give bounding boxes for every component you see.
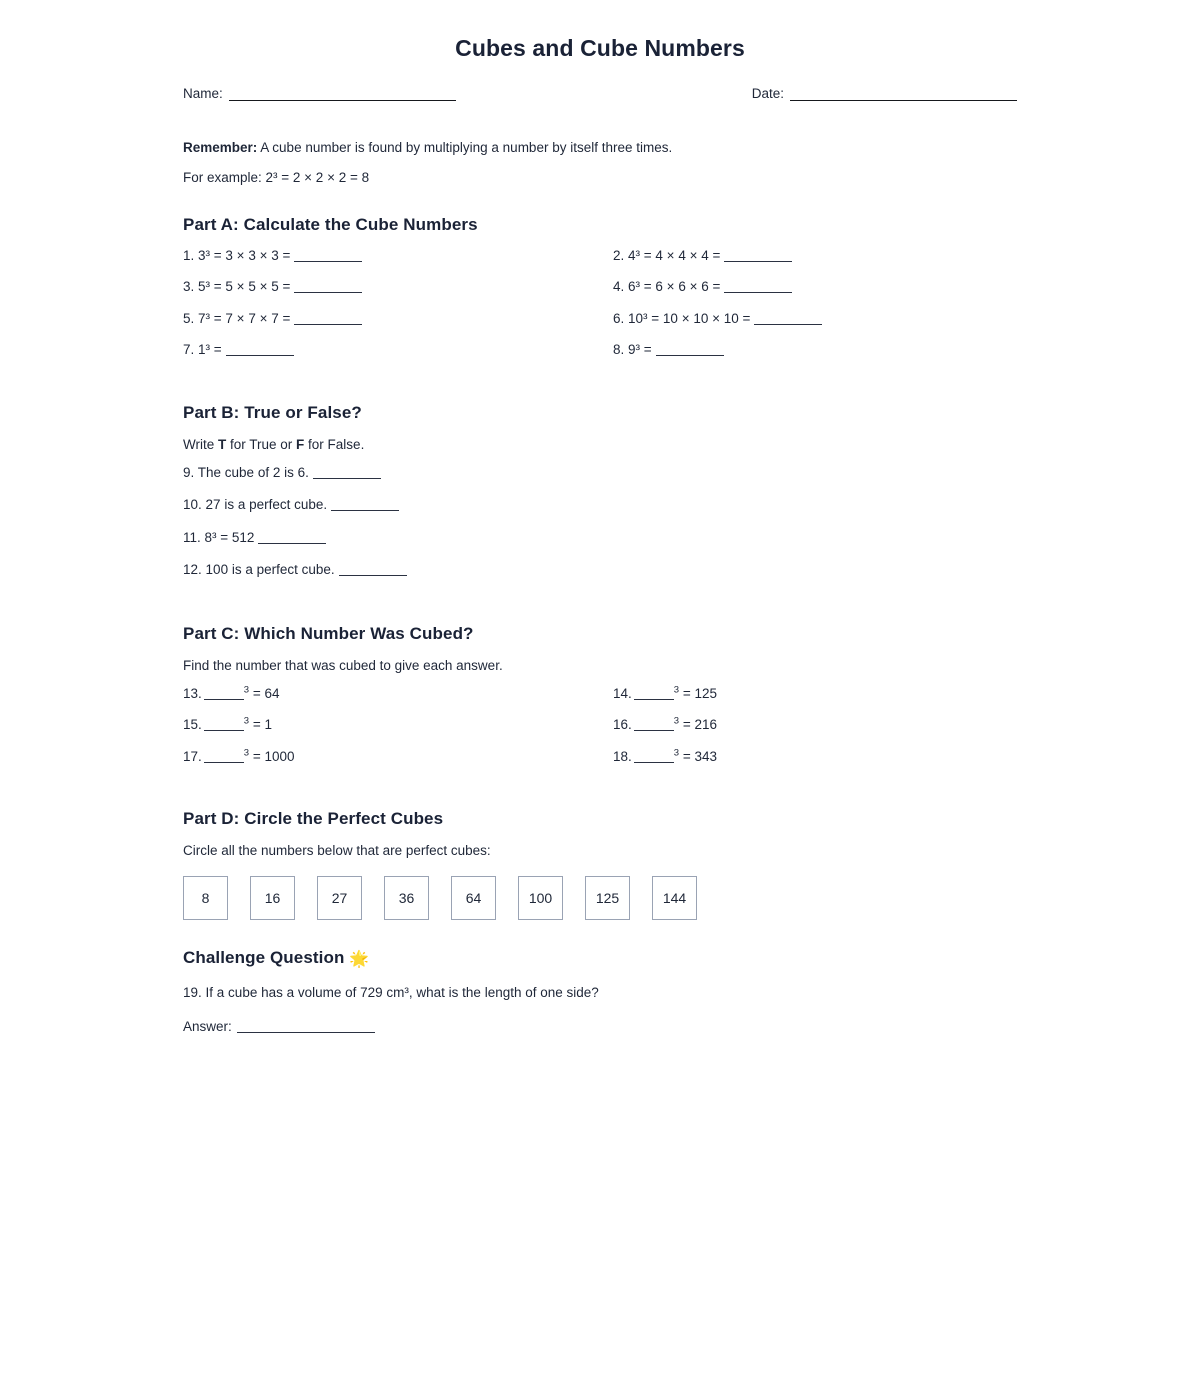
instruction-post: for False. xyxy=(304,436,365,452)
question-number: 7. xyxy=(183,342,195,358)
answer-blank[interactable] xyxy=(634,719,674,731)
question-item xyxy=(613,715,1017,750)
number-box[interactable]: 8 xyxy=(183,876,228,920)
question-text: If a cube has a volume of 729 cm³, what is the length of one side? xyxy=(205,985,599,1001)
number-box[interactable]: 100 xyxy=(518,876,563,920)
part-a-heading: Part A: Calculate the Cube Numbers xyxy=(183,214,478,234)
answer-blank[interactable] xyxy=(313,467,381,479)
question-item xyxy=(183,466,1017,499)
question-text: 4³ = 4 × 4 × 4 = xyxy=(628,247,721,263)
cube-exponent: 3 xyxy=(243,715,250,727)
answer-blank[interactable] xyxy=(294,313,362,325)
glowing-star-icon: 🌟 xyxy=(349,951,370,969)
answer-blank[interactable] xyxy=(339,564,407,576)
challenge-question xyxy=(183,985,1017,1000)
question-text: 5³ = 5 × 5 × 5 = xyxy=(198,279,291,295)
question-item xyxy=(183,498,1017,531)
question-item xyxy=(183,684,613,719)
part-c-questions xyxy=(183,684,1017,782)
part-b-heading: Part B: True or False? xyxy=(183,402,362,422)
question-text: 7³ = 7 × 7 × 7 = xyxy=(198,310,291,326)
question-item xyxy=(183,343,613,375)
date-label: Date: xyxy=(751,86,784,101)
question-text: 8³ = 512 xyxy=(204,529,255,545)
question-number: 16. xyxy=(613,717,632,733)
remember-label: Remember: xyxy=(183,140,258,155)
remember-line xyxy=(183,140,1017,157)
question-number: 9. xyxy=(183,464,195,480)
answer-label: Answer: xyxy=(183,1019,232,1035)
question-result: = 216 xyxy=(682,717,718,733)
answer-blank[interactable] xyxy=(237,1021,375,1033)
cube-exponent: 3 xyxy=(673,747,680,759)
number-box[interactable]: 36 xyxy=(384,876,429,920)
answer-blank[interactable] xyxy=(634,751,674,763)
worksheet-content xyxy=(183,0,1017,1034)
challenge-answer-line xyxy=(183,1019,1017,1034)
question-text: 100 is a perfect cube. xyxy=(205,562,335,578)
answer-blank[interactable] xyxy=(204,719,244,731)
question-number: 11. xyxy=(183,529,201,545)
question-number: 4. xyxy=(613,279,625,295)
challenge-heading xyxy=(183,948,1017,969)
question-number: 19. xyxy=(183,985,202,1001)
perfect-cube-number-row xyxy=(183,876,1017,920)
question-item xyxy=(183,280,613,312)
instruction-pre: Write xyxy=(183,436,219,452)
answer-blank[interactable] xyxy=(204,751,244,763)
question-result: = 125 xyxy=(682,685,718,701)
question-item xyxy=(183,747,613,782)
remember-example: For example: 2³ = 2 × 2 × 2 = 8 xyxy=(183,169,370,185)
date-field[interactable] xyxy=(752,86,1017,101)
part-c-instruction: Find the number that was cubed to give each answer. xyxy=(183,657,503,673)
part-a-questions xyxy=(183,249,1017,375)
date-input-rule[interactable] xyxy=(790,89,1017,101)
answer-blank[interactable] xyxy=(258,532,326,544)
question-item xyxy=(183,531,1017,564)
answer-blank[interactable] xyxy=(204,688,244,700)
question-number: 10. xyxy=(183,497,202,513)
question-item xyxy=(613,343,1017,375)
answer-blank[interactable] xyxy=(331,499,399,511)
question-number: 8. xyxy=(613,342,625,358)
question-text: 6³ = 6 × 6 × 6 = xyxy=(628,279,721,295)
answer-blank[interactable] xyxy=(294,281,362,293)
answer-blank[interactable] xyxy=(724,281,792,293)
cube-exponent: 3 xyxy=(673,715,680,727)
remember-block xyxy=(183,140,1017,187)
name-date-row xyxy=(183,86,1017,101)
question-number: 14. xyxy=(613,685,632,701)
question-number: 5. xyxy=(183,310,195,326)
question-item xyxy=(183,563,1017,596)
false-letter: F xyxy=(296,436,305,452)
question-number: 2. xyxy=(613,247,625,263)
name-field[interactable] xyxy=(183,86,456,101)
question-result: = 1000 xyxy=(252,748,295,764)
question-text: 10³ = 10 × 10 × 10 = xyxy=(628,310,751,326)
number-box[interactable]: 27 xyxy=(317,876,362,920)
question-number: 18. xyxy=(613,748,632,764)
number-box[interactable]: 125 xyxy=(585,876,630,920)
number-box[interactable]: 64 xyxy=(451,876,496,920)
question-text: 1³ = xyxy=(198,342,222,358)
cube-exponent: 3 xyxy=(243,684,250,696)
question-text: 3³ = 3 × 3 × 3 = xyxy=(198,247,291,263)
question-number: 17. xyxy=(183,748,202,764)
question-item xyxy=(613,249,1017,281)
question-item xyxy=(183,312,613,344)
answer-blank[interactable] xyxy=(634,688,674,700)
part-b-questions xyxy=(183,466,1017,596)
answer-blank[interactable] xyxy=(226,344,294,356)
question-number: 15. xyxy=(183,717,202,733)
question-result: = 64 xyxy=(252,685,280,701)
question-number: 13. xyxy=(183,685,202,701)
part-d-instruction: Circle all the numbers below that are perfect cubes: xyxy=(183,843,491,859)
true-letter: T xyxy=(218,436,227,452)
answer-blank[interactable] xyxy=(754,313,822,325)
question-text: 27 is a perfect cube. xyxy=(205,497,328,513)
answer-blank[interactable] xyxy=(294,250,362,262)
part-c-heading: Part C: Which Number Was Cubed? xyxy=(183,623,474,643)
remember-text: A cube number is found by multiplying a number by itself three times. xyxy=(257,140,673,155)
cube-exponent: 3 xyxy=(243,747,250,759)
question-number: 6. xyxy=(613,310,625,326)
question-number: 1. xyxy=(183,247,195,263)
question-number: 12. xyxy=(183,562,202,578)
instruction-mid: for True or xyxy=(226,436,297,452)
answer-blank[interactable] xyxy=(724,250,792,262)
question-item xyxy=(613,312,1017,344)
question-text: 9³ = xyxy=(628,342,652,358)
question-item xyxy=(183,249,613,281)
name-label: Name: xyxy=(183,86,223,101)
question-item xyxy=(613,280,1017,312)
challenge-heading-text: Challenge Question xyxy=(183,948,345,968)
cube-exponent: 3 xyxy=(673,684,680,696)
number-box[interactable]: 16 xyxy=(250,876,295,920)
number-box[interactable]: 144 xyxy=(652,876,697,920)
question-item xyxy=(183,715,613,750)
name-input-rule[interactable] xyxy=(229,89,456,101)
question-result: = 1 xyxy=(252,717,272,733)
question-text: The cube of 2 is 6. xyxy=(197,464,309,480)
answer-blank[interactable] xyxy=(656,344,724,356)
part-d-heading: Part D: Circle the Perfect Cubes xyxy=(183,809,444,829)
question-item xyxy=(613,684,1017,719)
question-result: = 343 xyxy=(682,748,718,764)
part-b-instruction xyxy=(183,437,1017,452)
question-number: 3. xyxy=(183,279,195,295)
question-item xyxy=(613,747,1017,782)
page-title: Cubes and Cube Numbers xyxy=(455,35,745,61)
